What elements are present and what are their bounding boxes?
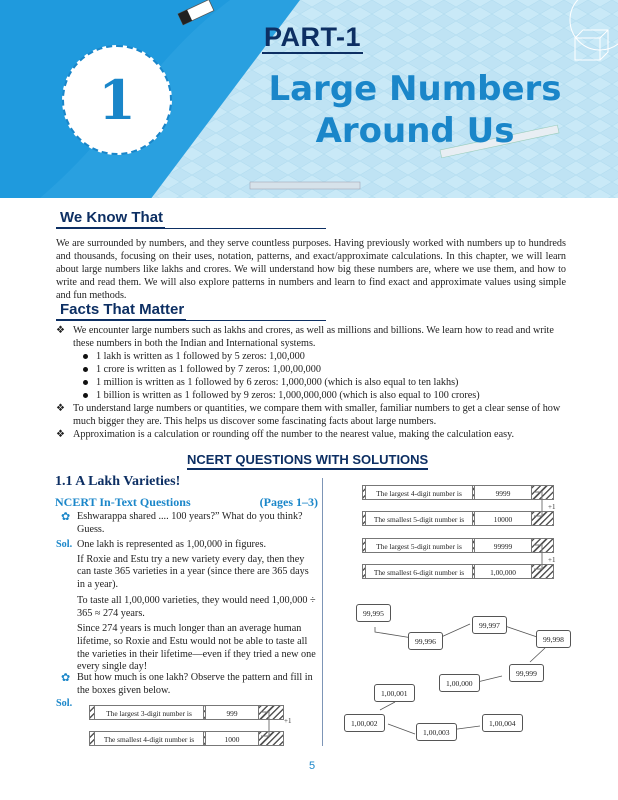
sequence-box: 99,999 — [509, 664, 544, 682]
chapter-title-line2: Around Us — [315, 111, 515, 151]
pattern-label: The smallest 4-digit number is — [94, 731, 204, 746]
intext-questions-label — [55, 495, 318, 510]
section-title: 1.1 A Lakh Varieties! — [55, 474, 181, 489]
chapter-title-line1: Large Numbers — [268, 69, 562, 109]
chapter-number: 1 — [62, 45, 172, 155]
pattern-value: 10000 — [474, 511, 532, 526]
part-label: PART-1 — [264, 22, 362, 52]
sequence-box: 1,00,003 — [416, 723, 457, 741]
sequence-box: 99,997 — [472, 616, 507, 634]
sequence-box: 1,00,004 — [482, 714, 523, 732]
pattern-label: The smallest 6-digit number is — [365, 564, 473, 579]
facts-heading: Facts That Matter — [56, 302, 186, 321]
heading-underline — [56, 228, 326, 229]
bracket-icon — [259, 710, 292, 740]
pattern-value: 1000 — [205, 731, 259, 746]
diamond-bullet-icon: ❖ — [56, 429, 66, 440]
we-know-that-text: We are surrounded by numbers, and they serve countless purposes. Having previously worked with numbers up to hundreds and thousands, focusing on their uses, notation, patterns, and exact/approximate calculations. In this chapter, we will learn about large numbers like lakhs and crores. We will understand how big these numbers are, where we use them, and how to write and read them. We will also explore patterns in numbers and learn to find exact and approximate values using simple and fun methods. — [56, 238, 566, 301]
plus-one-label: +1 — [284, 717, 292, 725]
pattern-value: 1,00,000 — [474, 564, 532, 579]
answer-text: Since 274 years is much longer than an average human lifetime, so Roxie and Estu would not be able to taste all the varieties in their lifetime—even if they tried a new one every single day! — [77, 623, 316, 673]
list-item: 1 billion is written as 1 followed by 9 zeros: 1,000,000,000 (which is also equal to 100 crores) — [79, 389, 566, 402]
question-text: Eshwarappa shared .... 100 years?” What do you think? Guess. — [77, 511, 303, 535]
sol-label: Sol. — [56, 698, 73, 709]
plus-one-label: +1 — [548, 503, 556, 511]
sol-label: Sol. — [56, 539, 73, 550]
list-item: 1 lakh is written as 1 followed by 5 zeros: 1,00,000 — [79, 350, 566, 363]
facts-list — [56, 324, 566, 441]
answer-text: To taste all 1,00,000 varieties, they would need 1,00,000 ÷ 365 ≈ 274 years. — [77, 594, 316, 619]
pattern-value: 9999 — [474, 485, 532, 500]
sequence-box: 1,00,000 — [439, 674, 480, 692]
diamond-bullet-icon: ❖ — [56, 325, 66, 336]
pattern-value: 99999 — [474, 538, 532, 553]
sequence-box: 99,995 — [356, 604, 391, 622]
pattern-label: The largest 3-digit number is — [94, 705, 204, 720]
list-item: 1 million is written as 1 followed by 6 zeros: 1,000,000 (which is also equal to ten lakhs) — [79, 376, 566, 389]
sequence-box: 99,998 — [536, 630, 571, 648]
answer-text: One lakh is represented as 1,00,000 in figures. — [77, 539, 266, 550]
plus-one-label: +1 — [548, 556, 556, 564]
intext-pages: (Pages 1–3) — [259, 495, 318, 509]
sequence-box: 1,00,002 — [344, 714, 385, 732]
pattern-value: 999 — [205, 705, 259, 720]
question-text: But how much is one lakh? Observe the pattern and fill in the boxes given below. — [77, 672, 313, 696]
answer-text: If Roxie and Estu try a new variety every day, then they can taste 365 varieties in a year (since there are 365 days in a year). — [77, 553, 309, 591]
list-item: 1 crore is written as 1 followed by 7 zeros: 1,00,00,000 — [79, 363, 566, 376]
pattern-label: The largest 5-digit number is — [365, 538, 473, 553]
fact-text: To understand large numbers or quantities, we compare them with smaller, familiar numbers to get a clear sense of how much bigger they are. This helps us discover some fascinating facts about large numbers. — [73, 403, 561, 427]
fact-text: We encounter large numbers such as lakhs and crores, as well as millions and billions. We learn how to read and write these numbers in both the Indian and International systems. — [73, 325, 554, 349]
ruler-icon — [250, 182, 360, 189]
question-2 — [56, 672, 316, 697]
answer-1 — [56, 539, 316, 674]
sequence-box: 99,996 — [408, 632, 443, 650]
sub-list — [73, 350, 566, 402]
pattern-label: The largest 4-digit number is — [365, 485, 473, 500]
flower-bullet-icon: ✿ — [61, 672, 71, 684]
chapter-title — [250, 68, 580, 152]
flower-bullet-icon: ✿ — [61, 511, 71, 523]
fact-text: Approximation is a calculation or rounding off the number to the nearest value, making the calculation easy. — [73, 429, 515, 440]
ncert-heading: NCERT QUESTIONS WITH SOLUTIONS — [187, 452, 428, 470]
page-number: 5 — [309, 760, 316, 772]
column-divider — [322, 478, 323, 746]
pattern-label: The smallest 5-digit number is — [365, 511, 473, 526]
list-item — [56, 324, 566, 402]
list-item — [56, 402, 566, 428]
sequence-box: 1,00,001 — [374, 684, 415, 702]
chapter-banner — [0, 0, 618, 198]
list-item — [56, 428, 566, 441]
question-1 — [56, 511, 316, 536]
diamond-bullet-icon: ❖ — [56, 403, 66, 414]
heading-underline — [56, 320, 326, 321]
we-know-that-heading: We Know That — [56, 210, 165, 229]
intext-label: NCERT In-Text Questions — [55, 495, 191, 509]
